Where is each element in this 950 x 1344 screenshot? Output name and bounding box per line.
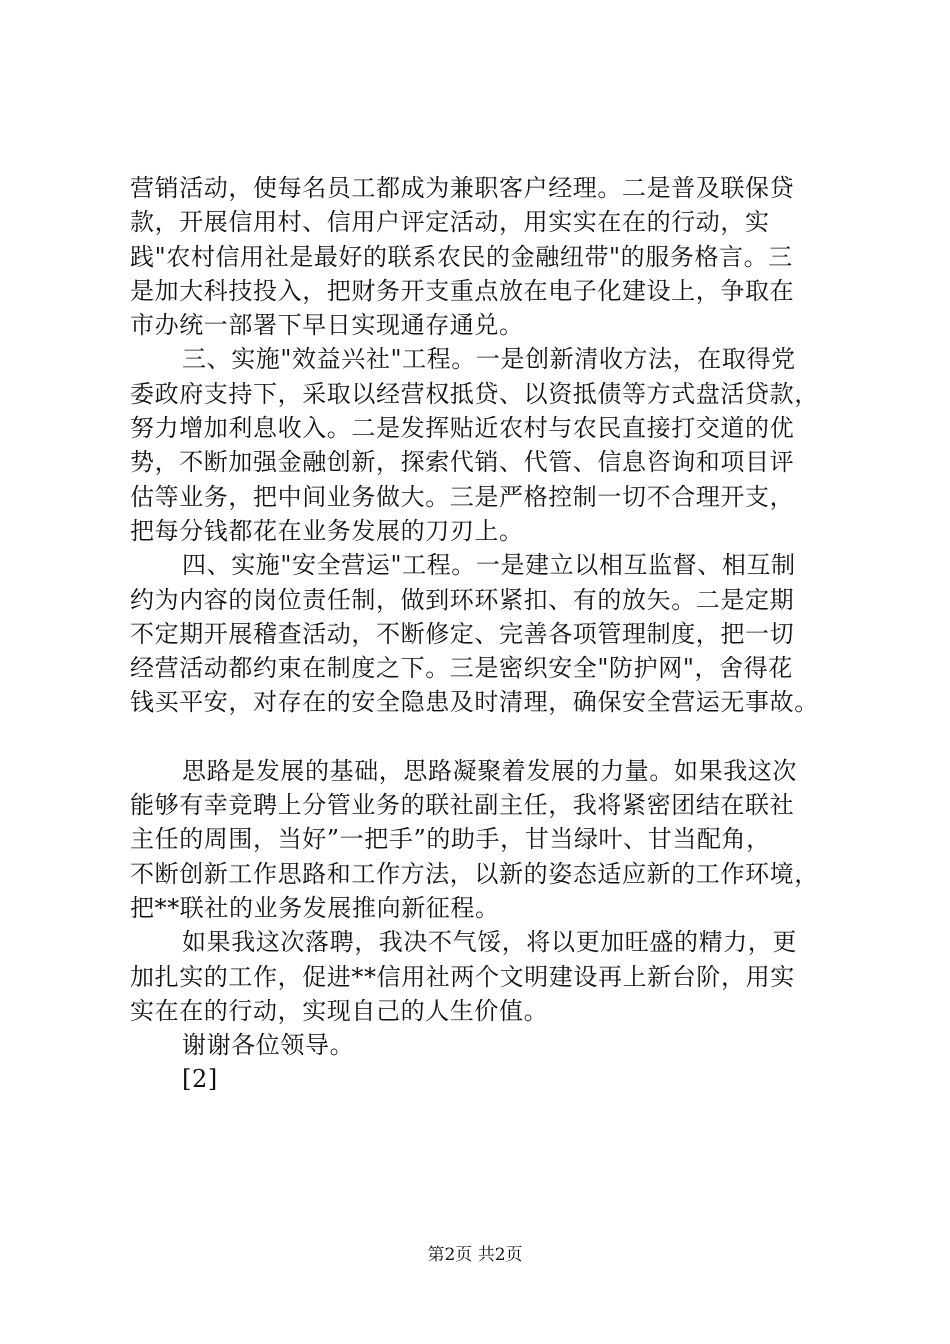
paragraph-start-line: 四、实施"安全营运"工程。一是建立以相互监督、相互制	[182, 551, 796, 580]
text-line: 估等业务，把中间业务做大。三是严格控制一切不合理开支，	[130, 482, 795, 511]
text-line: 实在在的行动，实现自己的人生价值。	[130, 996, 549, 1025]
document-body	[130, 171, 830, 1097]
text-line: 主任的周围，当好”一把手”的助手，甘当绿叶、甘当配角，	[130, 825, 771, 854]
text-line: 不断创新工作思路和工作方法，以新的姿态适应新的工作环境，	[130, 859, 819, 888]
text-line: 能够有幸竞聘上分管业务的联社副主任，我将紧密团结在联社	[130, 791, 795, 820]
text-line: 是加大科技投入，把财务开支重点放在电子化建设上，争取在	[130, 276, 795, 305]
page-footer: 第2页 共2页	[427, 1245, 523, 1265]
text-line: 势，不断加强金融创新，探索代销、代管、信息咨询和项目评	[130, 448, 795, 477]
closing-line: 谢谢各位领导。	[182, 1031, 355, 1060]
reference-marker: [2]	[182, 1065, 218, 1094]
text-line: 把每分钱都花在业务发展的刀刃上。	[130, 516, 524, 545]
text-line: 款，开展信用村、信用户评定活动，用实实在在的行动，实	[130, 208, 770, 237]
paragraph-start-line: 如果我这次落聘，我决不气馁，将以更加旺盛的精力，更	[182, 928, 797, 957]
text-line: 约为内容的岗位责任制，做到环环紧扣、有的放矢。二是定期	[130, 585, 795, 614]
text-line: 努力增加利息收入。二是发挥贴近农村与农民直接打交道的优	[130, 414, 795, 443]
text-line: 践"农村信用社是最好的联系农民的金融纽带"的服务格言。三	[130, 242, 793, 271]
text-line: 营销活动，使每名员工都成为兼职客户经理。二是普及联保贷	[130, 174, 795, 202]
paragraph-start-line: 思路是发展的基础，思路凝聚着发展的力量。如果我这次	[182, 756, 797, 785]
text-line: 不定期开展稽查活动，不断修定、完善各项管理制度，把一切	[130, 619, 795, 648]
text-line: 市办统一部署下早日实现通存通兑。	[130, 311, 524, 340]
text-line: 委政府支持下，采取以经营权抵贷、以资抵债等方式盘活贷款，	[130, 379, 819, 408]
text-line: 加扎实的工作，促进**信用社两个文明建设再上新台阶，用实	[130, 962, 795, 991]
text-line: 钱买平安，对存在的安全隐患及时清理，确保安全营运无事故。	[130, 688, 819, 717]
text-line: 把**联社的业务发展推向新征程。	[130, 893, 500, 922]
text-line: 经营活动都约束在制度之下。三是密织安全"防护网"，舍得花	[130, 654, 793, 683]
paragraph-gap	[130, 720, 830, 754]
paragraph-start-line: 三、实施"效益兴社"工程。一是创新清收方法，在取得党	[182, 345, 796, 374]
